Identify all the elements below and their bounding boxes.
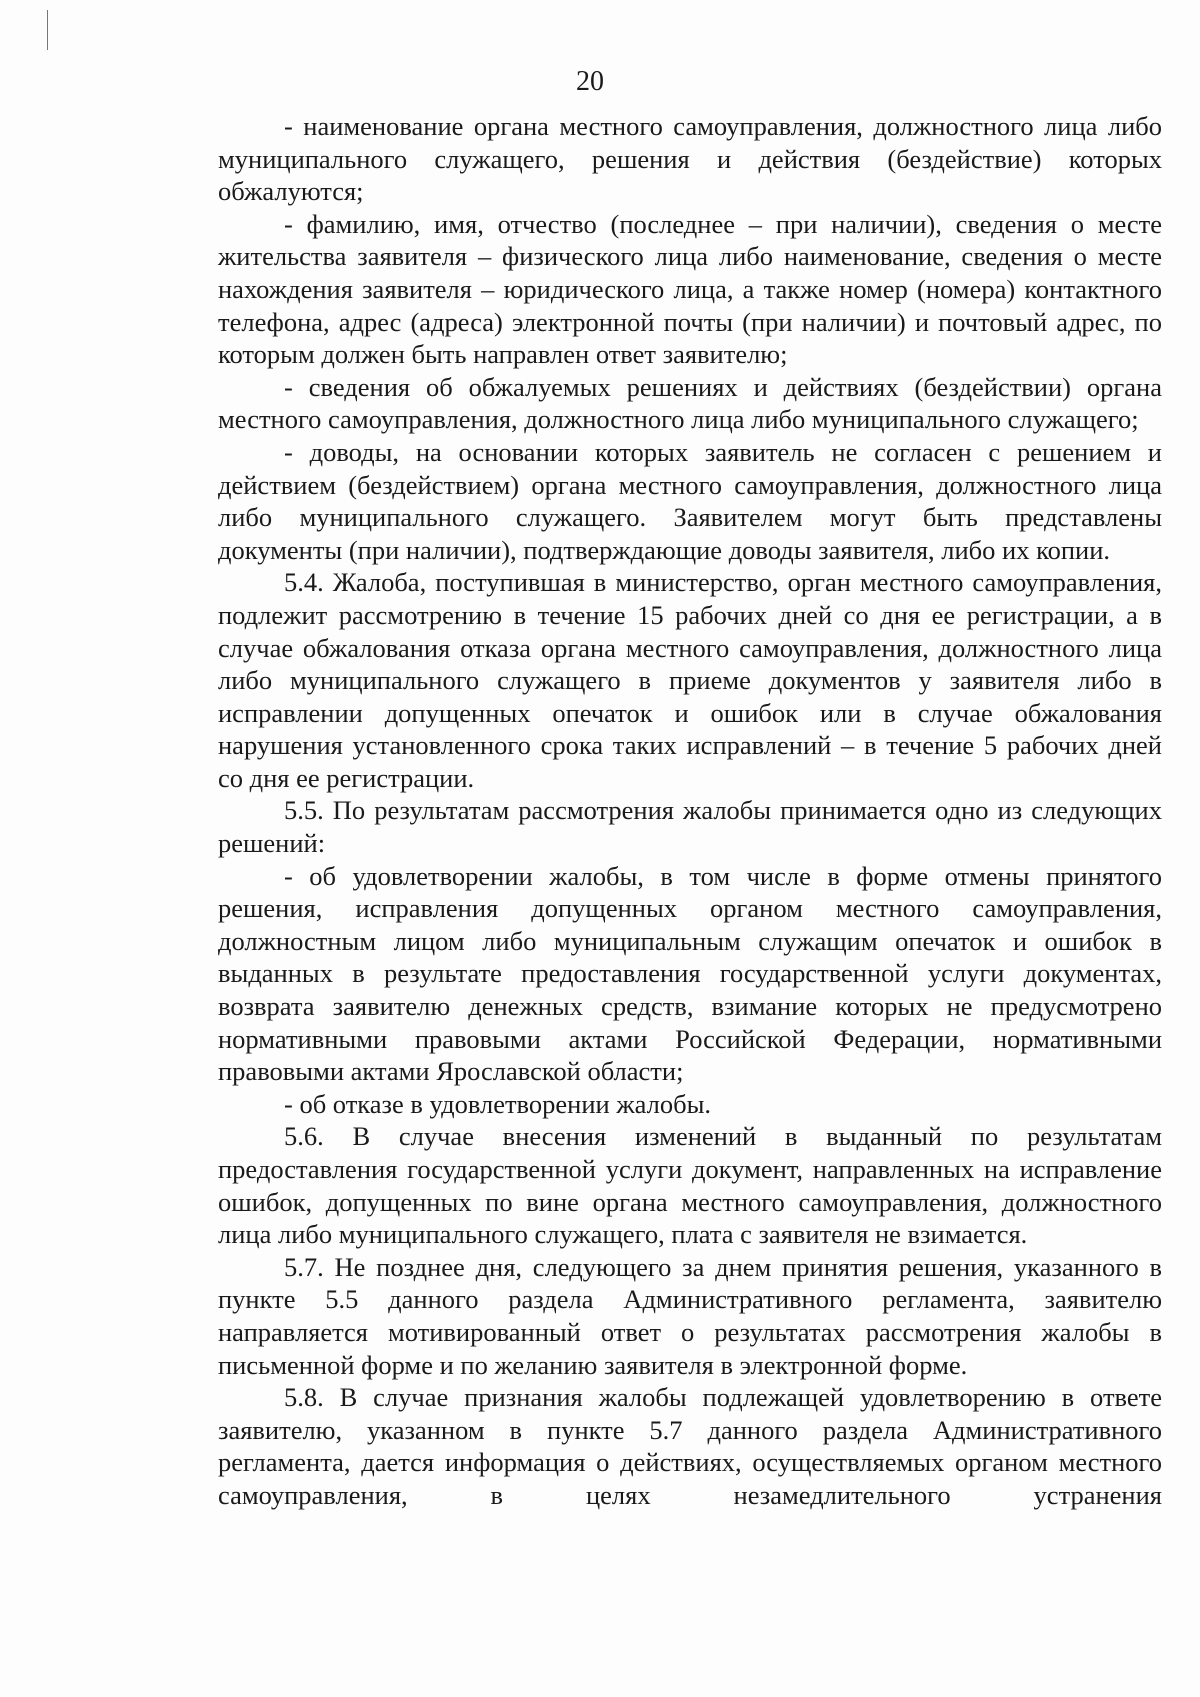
paragraph-3: - сведения об обжалуемых решениях и действиях (бездействии) органа местного самоуправления, должностного лица либо муниципального служащего; xyxy=(218,371,1162,435)
paragraph-5-5: 5.5. По результатам рассмотрения жалобы принимается одно из следующих решений: xyxy=(218,795,1162,859)
paragraph-5-5-option-2: - об отказе в удовлетворении жалобы. xyxy=(284,1088,712,1119)
paragraph-5-7: 5.7. Не позднее дня, следующего за днем принятия решения, указанного в пункте 5.5 данного раздела Административного регламента, заявителю направляется мотивированный ответ о результатах рассмотрения жалобы в письменной форме и по желанию заявителя в электронной форме. xyxy=(218,1251,1162,1380)
paragraph-5-4: 5.4. Жалоба, поступившая в министерство, орган местного самоуправления, подлежит рассмотрению в течение 15 рабочих дней со дня ее регистрации, а в случае обжалования отказа органа местного самоуправления, должностного лица либо муниципального служащего в приеме документов у заявителя либо в исправлении допущенных опечаток и ошибок или в случае обжалования нарушения установленного срока таких исправлений – в течение 5 рабочих дней со дня ее регистрации. xyxy=(218,567,1162,793)
paragraph-5-6: 5.6. В случае внесения изменений в выданный по результатам предоставления государственной услуги документ, направленных на исправление ошибок, допущенных по вине органа местного самоуправления, должностного лица либо муниципального служащего, плата с заявителя не взимается. xyxy=(218,1121,1162,1250)
page-number: 20 xyxy=(576,66,604,97)
paragraph-5-5-option-1: - об удовлетворении жалобы, в том числе в форме отмены принятого решения, исправления допущенных органом местного самоуправления, должностным лицом либо муниципальным служащим опечаток и ошибок в выданных в результате предоставления государственной услуги документах, возврата заявителю денежных средств, взимание которых не предусмотрено нормативными правовыми актами Российской Федерации, нормативными правовыми актами Ярославской области; xyxy=(218,860,1162,1087)
paragraph-4: - доводы, на основании которых заявитель не согласен с решением и действием (бездействием) органа местного самоуправления, должностного лица либо муниципального служащего. Заявителем могут быть представлены документы (при наличии), подтверждающие доводы заявителя, либо их копии. xyxy=(218,436,1162,565)
paragraph-2: - фамилию, имя, отчество (последнее – при наличии), сведения о месте жительства заявителя – физического лица либо наименование, сведения о месте нахождения заявителя – юридического лица, а также номер (номера) контактного телефона, адрес (адреса) электронной почты (при наличии) и почтовый адрес, по которым должен быть направлен ответ заявителю; xyxy=(218,208,1162,370)
paragraph-5-8: 5.8. В случае признания жалобы подлежащей удовлетворению в ответе заявителю, указанном в пункте 5.7 данного раздела Административного регламента, дается информация о действиях, осуществляемых органом местного самоуправления, в целях незамедлительного устранения xyxy=(218,1382,1162,1510)
scan-edge-mark xyxy=(47,10,48,50)
paragraph-1: - наименование органа местного самоуправления, должностного лица либо муниципального служащего, решения и действия (бездействие) которых обжалуются; xyxy=(218,111,1162,207)
document-body xyxy=(218,110,1162,1512)
